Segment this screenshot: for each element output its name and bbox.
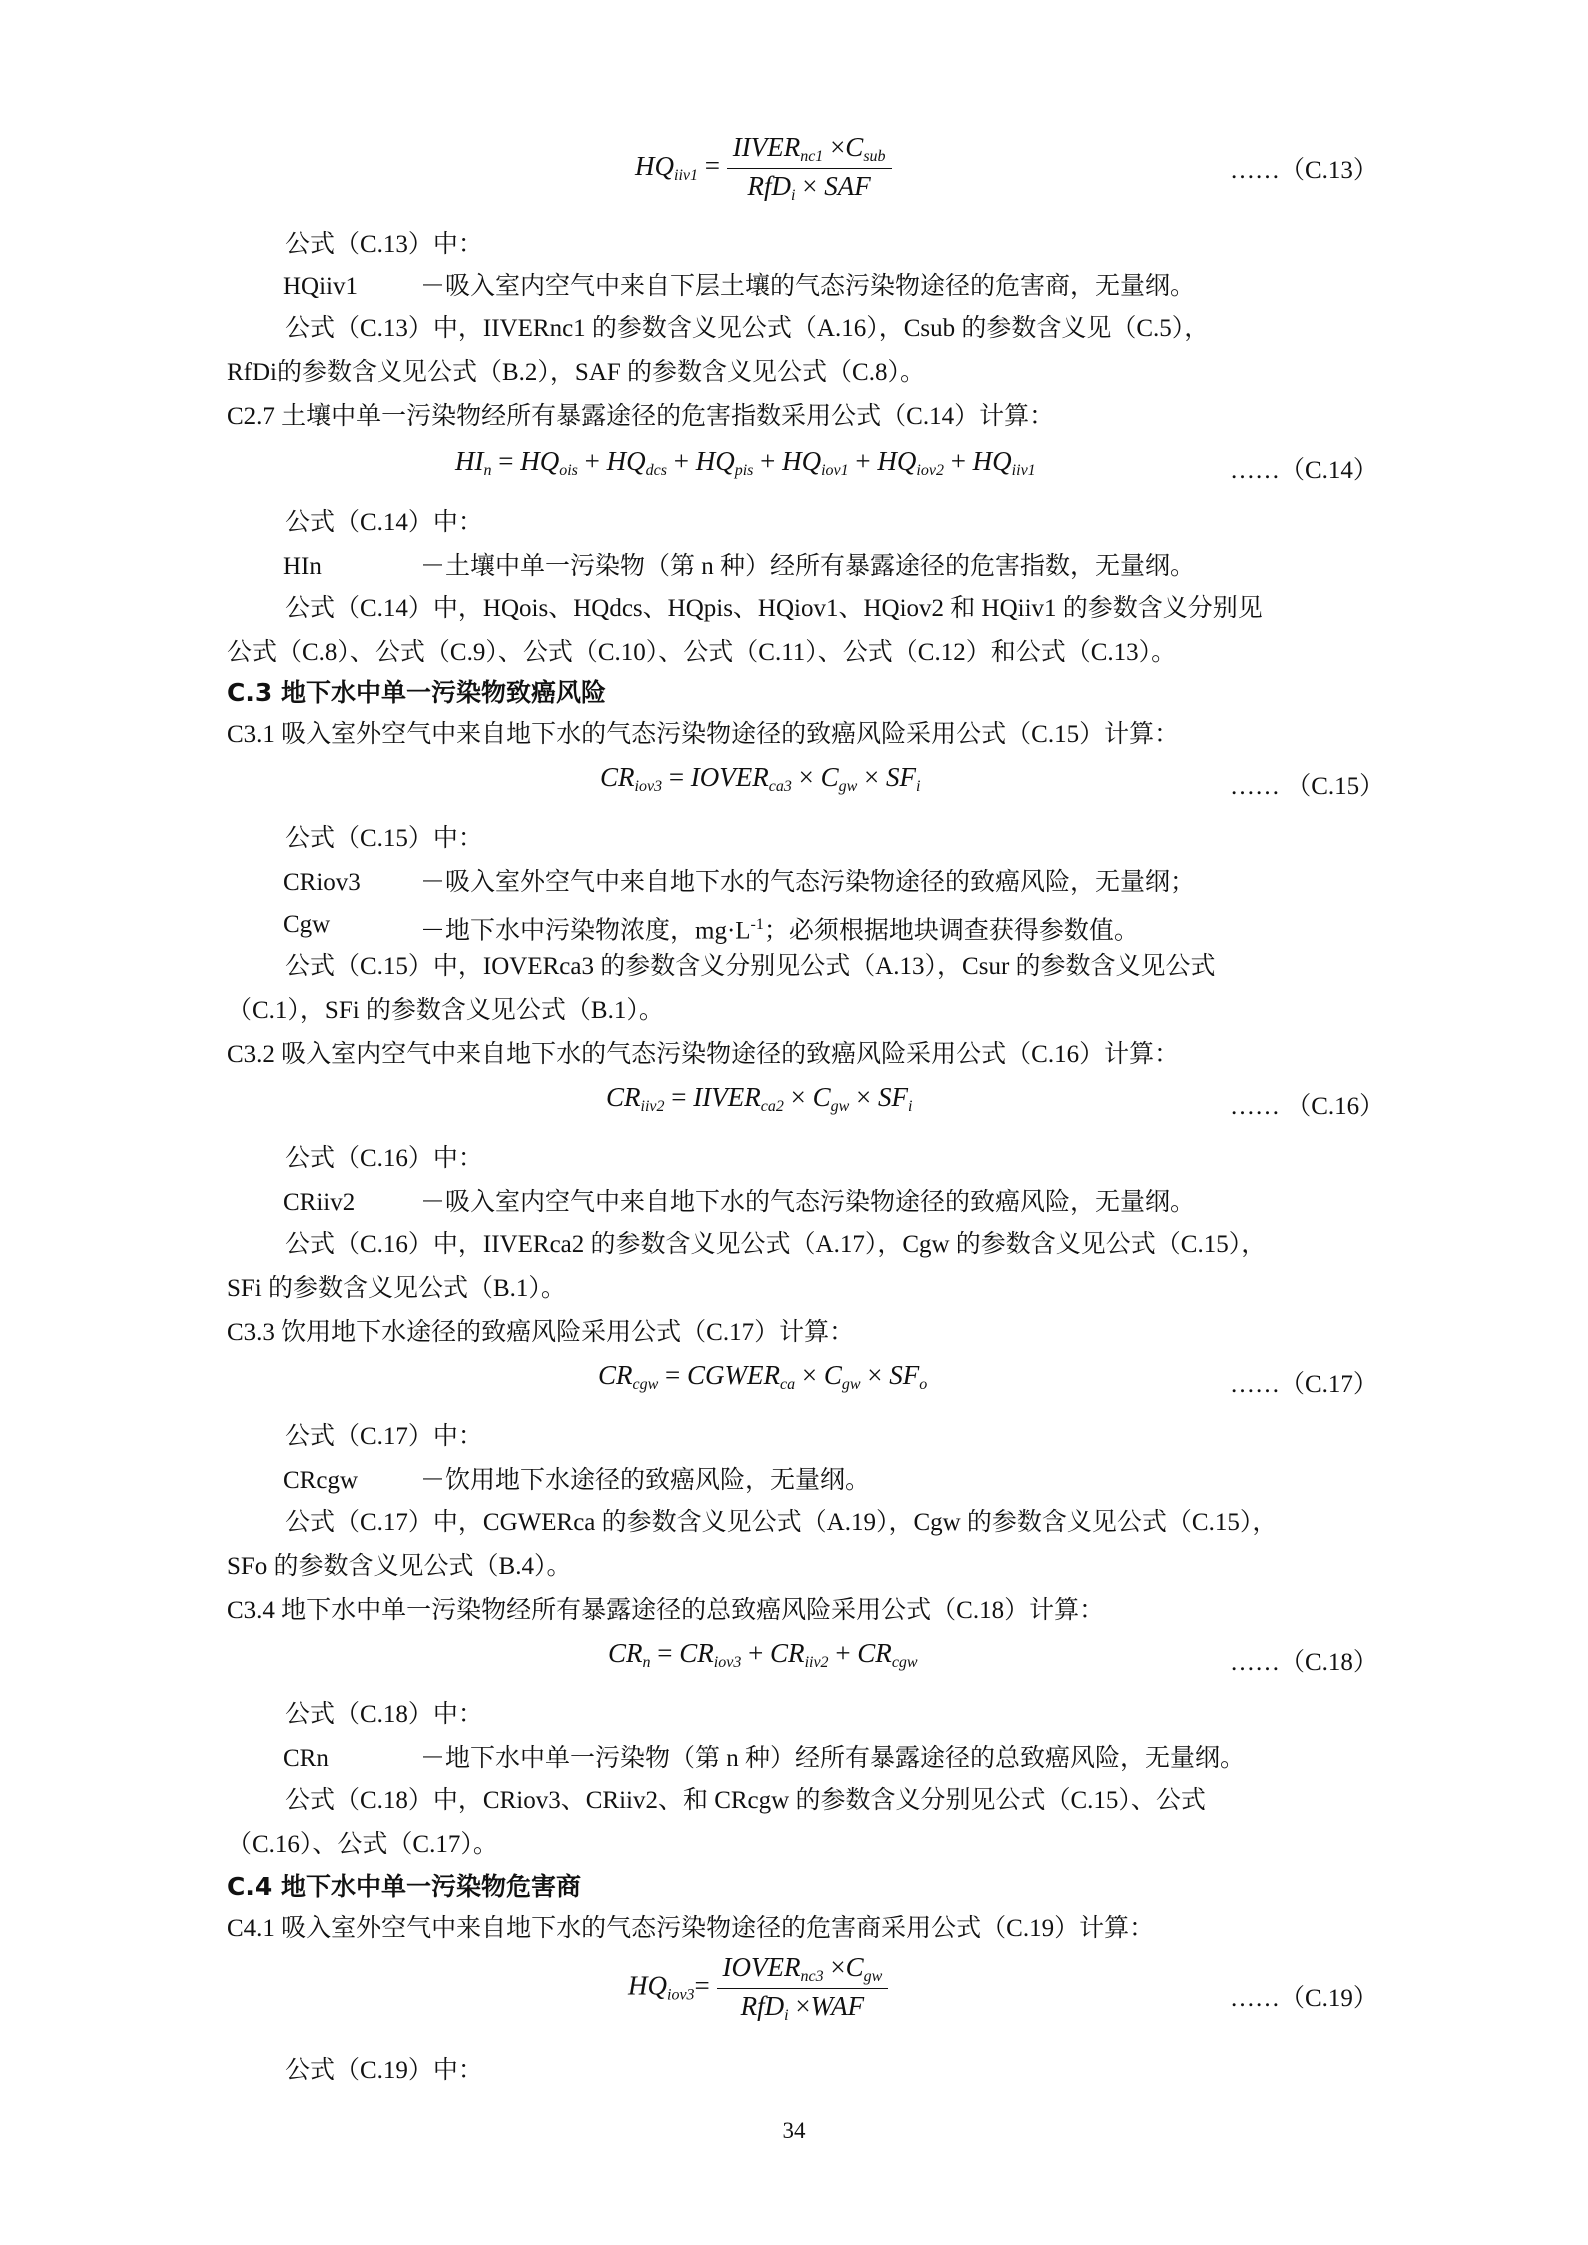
where-c19: 公式（C.19）中： — [285, 2057, 483, 2084]
formula-c16: $CR_{iiv2}$ = $IIVER_{ca2} \times C_{gw} \times SF_i$ — [606, 1082, 913, 1115]
formula-c19: $HQ_{iov3}=$ $\frac{IOVER_{nc3} \times C_{gw}}{RfD_i \times WAF}$ — [628, 1952, 888, 2025]
definition-symbol: HIn — [283, 553, 322, 580]
definition-text: －吸入室内空气中来自下层土壤的气态污染物途径的危害商，无量纲。 — [420, 273, 1196, 300]
clause-c3-2: C3.2 吸入室内空气中来自地下水的气态污染物途径的致癌风险采用公式（C.16）计算： — [227, 1041, 1180, 1068]
equation-number-c16: …… （C.16） — [1230, 1093, 1385, 1120]
fraction — [717, 1952, 889, 2025]
equals-sign: = — [704, 150, 720, 181]
fraction-denominator: RfD$_i$ ×WAF — [740, 1991, 865, 2024]
definition-symbol: CRcgw — [283, 1467, 358, 1494]
note-c15-line2: （C.1），SFi 的参数含义见公式（B.1）。 — [227, 997, 664, 1024]
where-c17: 公式（C.17）中： — [285, 1423, 483, 1450]
note-c14-line2: 公式（C.8）、公式（C.9）、公式（C.10）、公式（C.11）、公式（C.12）和公式（C.13）。 — [227, 639, 1177, 666]
clause-c3-4: C3.4 地下水中单一污染物经所有暴露途径的总致癌风险采用公式（C.18）计算： — [227, 1597, 1105, 1624]
where-c13: 公式（C.13）中： — [285, 231, 483, 258]
where-c18: 公式（C.18）中： — [285, 1701, 483, 1728]
formula-c18: $CR_n = CR_{iov3} + CR_{iiv2} + CR_{cgw}$ — [608, 1638, 918, 1671]
where-c15: 公式（C.15）中： — [285, 825, 483, 852]
clause-c3-3: C3.3 饮用地下水途径的致癌风险采用公式（C.17）计算： — [227, 1319, 855, 1346]
note-c16-line2: SFi 的参数含义见公式（B.1）。 — [227, 1275, 566, 1302]
note-c13-line2: RfDi的参数含义见公式（B.2），SAF 的参数含义见公式（C.8）。 — [227, 359, 925, 386]
note-c14-line1: 公式（C.14）中，HQois、HQdcs、HQpis、HQiov1、HQiov2 和 HQiiv1 的参数含义分别见 — [285, 595, 1263, 622]
note-c18-line1: 公式（C.18）中，CRiov3、CRiiv2、和 CRcgw 的参数含义分别见公式（C.15）、公式 — [285, 1787, 1206, 1814]
note-c15-line1: 公式（C.15）中，IOVERca3 的参数含义分别见公式（A.13），Csur 的参数含义见公式 — [285, 953, 1216, 980]
where-c16: 公式（C.16）中： — [285, 1145, 483, 1172]
equation-number-c18: ……（C.18） — [1230, 1649, 1378, 1676]
definition-symbol: CRiiv2 — [283, 1189, 356, 1216]
equation-number-c13: ……（C.13） — [1230, 157, 1378, 184]
formula-lhs: $HQ_{iiv1}$ — [635, 150, 698, 184]
formula-c13 — [635, 132, 892, 205]
clause-c4-1: C4.1 吸入室外空气中来自地下水的气态污染物途径的危害商采用公式（C.19）计算： — [227, 1915, 1155, 1942]
note-c13-line1: 公式（C.13）中，IIVERnc1 的参数含义见公式（A.16），Csub 的参数含义见（C.5）， — [285, 315, 1210, 342]
note-c17-line2: SFo 的参数含义见公式（B.4）。 — [227, 1553, 572, 1580]
fraction-numerator: $IOVER_{nc3} \times C_{gw}$ — [717, 1952, 889, 1989]
definition-text: －土壤中单一污染物（第 n 种）经所有暴露途径的危害指数，无量纲。 — [420, 553, 1196, 580]
definition-text: －地下水中单一污染物（第 n 种）经所有暴露途径的总致癌风险，无量纲。 — [420, 1745, 1246, 1772]
fraction — [727, 132, 892, 205]
clause-c3-1: C3.1 吸入室外空气中来自地下水的气态污染物途径的致癌风险采用公式（C.15）计算： — [227, 721, 1180, 748]
equation-number-c15: …… （C.15） — [1230, 773, 1385, 800]
section-heading-c3: C.3 地下水中单一污染物致癌风险 — [227, 678, 606, 707]
definition-symbol: Cgw — [283, 911, 331, 938]
definition-symbol: CRiov3 — [283, 869, 361, 896]
fraction-numerator: $IIVER_{nc1} \times C_{sub}$ — [727, 132, 892, 169]
equation-number-c17: ……（C.17） — [1230, 1371, 1378, 1398]
note-c17-line1: 公式（C.17）中，CGWERca 的参数含义见公式（A.19），Cgw 的参数含义见公式（C.15）， — [285, 1509, 1278, 1536]
definition-symbol: CRn — [283, 1745, 329, 1772]
fraction-denominator: RfD$_i$ × SAF — [747, 171, 871, 204]
definition-symbol: HQiiv1 — [283, 273, 358, 300]
formula-c14: $HI_n = HQ_{ois} + HQ_{dcs} + HQ_{pis} + HQ_{iov1} + HQ_{iov2} + HQ_{iiv1}$ — [455, 446, 1036, 479]
equation-number-c19: ……（C.19） — [1230, 1985, 1378, 2012]
formula-c17: $CR_{cgw}$ = $CGWER_{ca} \times C_{gw} \times SF_o$ — [598, 1360, 928, 1393]
formula-c15: $CR_{iov3}$ = $IOVER_{ca3} \times C_{gw} \times SF_i$ — [600, 762, 921, 795]
note-c16-line1: 公式（C.16）中，IIVERca2 的参数含义见公式（A.17），Cgw 的参数含义见公式（C.15）， — [285, 1231, 1267, 1258]
equation-number-c14: ……（C.14） — [1230, 457, 1378, 484]
note-c18-line2: （C.16）、公式（C.17）。 — [227, 1831, 498, 1858]
definition-text: －饮用地下水途径的致癌风险，无量纲。 — [420, 1467, 871, 1494]
page-number: 34 — [782, 2118, 806, 2143]
section-heading-c4: C.4 地下水中单一污染物危害商 — [227, 1872, 581, 1901]
definition-text: －地下水中污染物浓度，$mg\cdot L^{-1}$；必须根据地块调查获得参数值。 — [420, 916, 1139, 945]
definition-text: －吸入室外空气中来自地下水的气态污染物途径的致癌风险，无量纲； — [420, 869, 1196, 896]
definition-text: －吸入室内空气中来自地下水的气态污染物途径的致癌风险，无量纲。 — [420, 1189, 1196, 1216]
clause-c2-7: C2.7 土壤中单一污染物经所有暴露途径的危害指数采用公式（C.14）计算： — [227, 403, 1055, 430]
where-c14: 公式（C.14）中： — [285, 509, 483, 536]
